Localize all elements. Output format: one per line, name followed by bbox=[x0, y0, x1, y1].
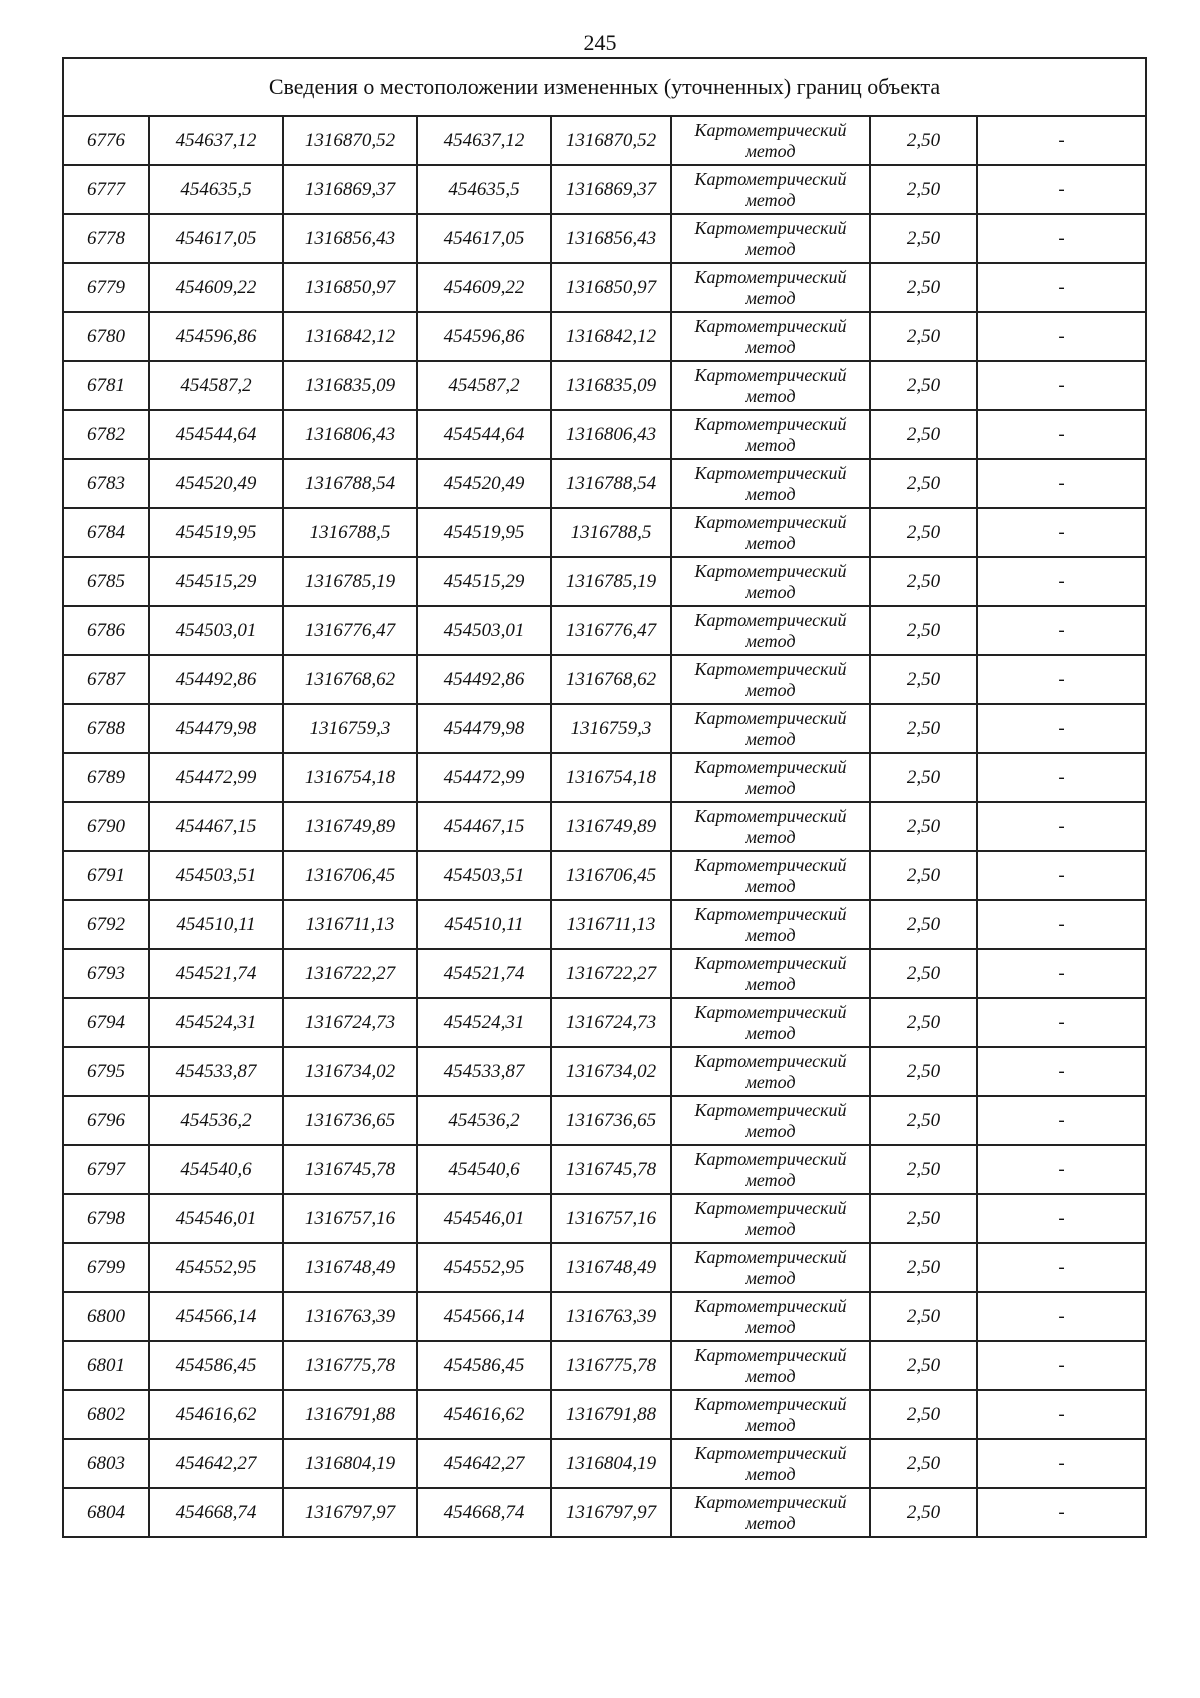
description-cell: - bbox=[977, 900, 1146, 949]
new-y-cell: 1316856,43 bbox=[551, 214, 671, 263]
old-x-cell: 454519,95 bbox=[149, 508, 283, 557]
old-x-cell: 454533,87 bbox=[149, 1047, 283, 1096]
point-number-cell: 6784 bbox=[63, 508, 149, 557]
old-x-cell: 454524,31 bbox=[149, 998, 283, 1047]
table-row bbox=[63, 606, 1146, 655]
old-y-cell: 1316775,78 bbox=[283, 1341, 417, 1390]
table-row bbox=[63, 998, 1146, 1047]
accuracy-cell: 2,50 bbox=[870, 214, 977, 263]
method-cell: Картометрический метод bbox=[671, 508, 870, 557]
table-row bbox=[63, 1390, 1146, 1439]
new-x-cell: 454472,99 bbox=[417, 753, 551, 802]
table-row bbox=[63, 459, 1146, 508]
new-y-cell: 1316806,43 bbox=[551, 410, 671, 459]
old-x-cell: 454510,11 bbox=[149, 900, 283, 949]
accuracy-cell: 2,50 bbox=[870, 1292, 977, 1341]
old-x-cell: 454536,2 bbox=[149, 1096, 283, 1145]
method-cell: Картометрический метод bbox=[671, 263, 870, 312]
description-cell: - bbox=[977, 704, 1146, 753]
table-row bbox=[63, 1488, 1146, 1537]
new-x-cell: 454519,95 bbox=[417, 508, 551, 557]
table-row bbox=[63, 1439, 1146, 1488]
table-row bbox=[63, 165, 1146, 214]
new-y-cell: 1316842,12 bbox=[551, 312, 671, 361]
old-y-cell: 1316869,37 bbox=[283, 165, 417, 214]
method-cell: Картометрический метод bbox=[671, 361, 870, 410]
accuracy-cell: 2,50 bbox=[870, 1243, 977, 1292]
new-y-cell: 1316870,52 bbox=[551, 116, 671, 165]
old-y-cell: 1316788,5 bbox=[283, 508, 417, 557]
old-y-cell: 1316842,12 bbox=[283, 312, 417, 361]
old-x-cell: 454520,49 bbox=[149, 459, 283, 508]
new-x-cell: 454642,27 bbox=[417, 1439, 551, 1488]
old-x-cell: 454503,01 bbox=[149, 606, 283, 655]
point-number-cell: 6785 bbox=[63, 557, 149, 606]
accuracy-cell: 2,50 bbox=[870, 312, 977, 361]
method-cell: Картометрический метод bbox=[671, 1439, 870, 1488]
new-x-cell: 454552,95 bbox=[417, 1243, 551, 1292]
old-x-cell: 454635,5 bbox=[149, 165, 283, 214]
new-x-cell: 454596,86 bbox=[417, 312, 551, 361]
point-number-cell: 6798 bbox=[63, 1194, 149, 1243]
accuracy-cell: 2,50 bbox=[870, 459, 977, 508]
accuracy-cell: 2,50 bbox=[870, 851, 977, 900]
point-number-cell: 6776 bbox=[63, 116, 149, 165]
old-y-cell: 1316757,16 bbox=[283, 1194, 417, 1243]
description-cell: - bbox=[977, 459, 1146, 508]
accuracy-cell: 2,50 bbox=[870, 802, 977, 851]
new-y-cell: 1316788,5 bbox=[551, 508, 671, 557]
point-number-cell: 6788 bbox=[63, 704, 149, 753]
new-x-cell: 454521,74 bbox=[417, 949, 551, 998]
old-x-cell: 454596,86 bbox=[149, 312, 283, 361]
new-x-cell: 454492,86 bbox=[417, 655, 551, 704]
table-row bbox=[63, 263, 1146, 312]
description-cell: - bbox=[977, 1096, 1146, 1145]
new-y-cell: 1316754,18 bbox=[551, 753, 671, 802]
accuracy-cell: 2,50 bbox=[870, 410, 977, 459]
old-y-cell: 1316835,09 bbox=[283, 361, 417, 410]
coordinates-table bbox=[62, 57, 1147, 1538]
new-y-cell: 1316791,88 bbox=[551, 1390, 671, 1439]
old-x-cell: 454472,99 bbox=[149, 753, 283, 802]
description-cell: - bbox=[977, 165, 1146, 214]
old-x-cell: 454544,64 bbox=[149, 410, 283, 459]
table-row bbox=[63, 1341, 1146, 1390]
table-row bbox=[63, 1145, 1146, 1194]
old-y-cell: 1316768,62 bbox=[283, 655, 417, 704]
old-x-cell: 454521,74 bbox=[149, 949, 283, 998]
accuracy-cell: 2,50 bbox=[870, 508, 977, 557]
old-y-cell: 1316734,02 bbox=[283, 1047, 417, 1096]
new-y-cell: 1316850,97 bbox=[551, 263, 671, 312]
method-cell: Картометрический метод bbox=[671, 1488, 870, 1537]
method-cell: Картометрический метод bbox=[671, 116, 870, 165]
accuracy-cell: 2,50 bbox=[870, 116, 977, 165]
old-x-cell: 454637,12 bbox=[149, 116, 283, 165]
accuracy-cell: 2,50 bbox=[870, 1341, 977, 1390]
method-cell: Картометрический метод bbox=[671, 214, 870, 263]
description-cell: - bbox=[977, 1145, 1146, 1194]
new-x-cell: 454617,05 bbox=[417, 214, 551, 263]
description-cell: - bbox=[977, 312, 1146, 361]
method-cell: Картометрический метод bbox=[671, 312, 870, 361]
new-y-cell: 1316759,3 bbox=[551, 704, 671, 753]
method-cell: Картометрический метод bbox=[671, 704, 870, 753]
accuracy-cell: 2,50 bbox=[870, 557, 977, 606]
old-x-cell: 454540,6 bbox=[149, 1145, 283, 1194]
description-cell: - bbox=[977, 214, 1146, 263]
table-row bbox=[63, 361, 1146, 410]
description-cell: - bbox=[977, 1341, 1146, 1390]
old-y-cell: 1316850,97 bbox=[283, 263, 417, 312]
new-y-cell: 1316734,02 bbox=[551, 1047, 671, 1096]
old-y-cell: 1316776,47 bbox=[283, 606, 417, 655]
new-y-cell: 1316788,54 bbox=[551, 459, 671, 508]
accuracy-cell: 2,50 bbox=[870, 1047, 977, 1096]
method-cell: Картометрический метод bbox=[671, 998, 870, 1047]
description-cell: - bbox=[977, 802, 1146, 851]
old-x-cell: 454609,22 bbox=[149, 263, 283, 312]
point-number-cell: 6799 bbox=[63, 1243, 149, 1292]
point-number-cell: 6786 bbox=[63, 606, 149, 655]
new-y-cell: 1316797,97 bbox=[551, 1488, 671, 1537]
old-y-cell: 1316785,19 bbox=[283, 557, 417, 606]
new-x-cell: 454616,62 bbox=[417, 1390, 551, 1439]
point-number-cell: 6803 bbox=[63, 1439, 149, 1488]
description-cell: - bbox=[977, 753, 1146, 802]
new-x-cell: 454637,12 bbox=[417, 116, 551, 165]
new-y-cell: 1316804,19 bbox=[551, 1439, 671, 1488]
point-number-cell: 6792 bbox=[63, 900, 149, 949]
description-cell: - bbox=[977, 116, 1146, 165]
new-y-cell: 1316776,47 bbox=[551, 606, 671, 655]
old-y-cell: 1316745,78 bbox=[283, 1145, 417, 1194]
new-x-cell: 454587,2 bbox=[417, 361, 551, 410]
page-number: 245 bbox=[583, 30, 617, 55]
old-x-cell: 454503,51 bbox=[149, 851, 283, 900]
new-y-cell: 1316745,78 bbox=[551, 1145, 671, 1194]
accuracy-cell: 2,50 bbox=[870, 998, 977, 1047]
old-y-cell: 1316749,89 bbox=[283, 802, 417, 851]
new-y-cell: 1316722,27 bbox=[551, 949, 671, 998]
description-cell: - bbox=[977, 1194, 1146, 1243]
old-y-cell: 1316724,73 bbox=[283, 998, 417, 1047]
table-row bbox=[63, 704, 1146, 753]
old-x-cell: 454492,86 bbox=[149, 655, 283, 704]
new-x-cell: 454635,5 bbox=[417, 165, 551, 214]
old-x-cell: 454546,01 bbox=[149, 1194, 283, 1243]
method-cell: Картометрический метод bbox=[671, 1096, 870, 1145]
method-cell: Картометрический метод bbox=[671, 410, 870, 459]
new-y-cell: 1316835,09 bbox=[551, 361, 671, 410]
table-row bbox=[63, 410, 1146, 459]
point-number-cell: 6787 bbox=[63, 655, 149, 704]
new-y-cell: 1316768,62 bbox=[551, 655, 671, 704]
method-cell: Картометрический метод bbox=[671, 1243, 870, 1292]
point-number-cell: 6791 bbox=[63, 851, 149, 900]
old-x-cell: 454586,45 bbox=[149, 1341, 283, 1390]
description-cell: - bbox=[977, 606, 1146, 655]
old-y-cell: 1316804,19 bbox=[283, 1439, 417, 1488]
accuracy-cell: 2,50 bbox=[870, 1145, 977, 1194]
description-cell: - bbox=[977, 1439, 1146, 1488]
old-x-cell: 454552,95 bbox=[149, 1243, 283, 1292]
old-x-cell: 454587,2 bbox=[149, 361, 283, 410]
new-y-cell: 1316748,49 bbox=[551, 1243, 671, 1292]
table-row bbox=[63, 1047, 1146, 1096]
description-cell: - bbox=[977, 851, 1146, 900]
method-cell: Картометрический метод bbox=[671, 1194, 870, 1243]
old-y-cell: 1316763,39 bbox=[283, 1292, 417, 1341]
description-cell: - bbox=[977, 949, 1146, 998]
new-x-cell: 454546,01 bbox=[417, 1194, 551, 1243]
old-y-cell: 1316759,3 bbox=[283, 704, 417, 753]
table-row bbox=[63, 900, 1146, 949]
method-cell: Картометрический метод bbox=[671, 1341, 870, 1390]
point-number-cell: 6794 bbox=[63, 998, 149, 1047]
description-cell: - bbox=[977, 508, 1146, 557]
new-x-cell: 454510,11 bbox=[417, 900, 551, 949]
accuracy-cell: 2,50 bbox=[870, 704, 977, 753]
new-x-cell: 454515,29 bbox=[417, 557, 551, 606]
old-y-cell: 1316856,43 bbox=[283, 214, 417, 263]
point-number-cell: 6783 bbox=[63, 459, 149, 508]
point-number-cell: 6804 bbox=[63, 1488, 149, 1537]
point-number-cell: 6779 bbox=[63, 263, 149, 312]
new-x-cell: 454566,14 bbox=[417, 1292, 551, 1341]
method-cell: Картометрический метод bbox=[671, 1390, 870, 1439]
new-x-cell: 454609,22 bbox=[417, 263, 551, 312]
new-x-cell: 454536,2 bbox=[417, 1096, 551, 1145]
point-number-cell: 6780 bbox=[63, 312, 149, 361]
new-y-cell: 1316775,78 bbox=[551, 1341, 671, 1390]
method-cell: Картометрический метод bbox=[671, 949, 870, 998]
method-cell: Картометрический метод bbox=[671, 753, 870, 802]
point-number-cell: 6797 bbox=[63, 1145, 149, 1194]
point-number-cell: 6800 bbox=[63, 1292, 149, 1341]
table-row bbox=[63, 116, 1146, 165]
method-cell: Картометрический метод bbox=[671, 459, 870, 508]
description-cell: - bbox=[977, 1243, 1146, 1292]
old-x-cell: 454668,74 bbox=[149, 1488, 283, 1537]
new-x-cell: 454540,6 bbox=[417, 1145, 551, 1194]
old-x-cell: 454467,15 bbox=[149, 802, 283, 851]
new-x-cell: 454520,49 bbox=[417, 459, 551, 508]
new-x-cell: 454586,45 bbox=[417, 1341, 551, 1390]
method-cell: Картометрический метод bbox=[671, 851, 870, 900]
description-cell: - bbox=[977, 410, 1146, 459]
method-cell: Картометрический метод bbox=[671, 1145, 870, 1194]
old-y-cell: 1316736,65 bbox=[283, 1096, 417, 1145]
old-x-cell: 454515,29 bbox=[149, 557, 283, 606]
table-row bbox=[63, 557, 1146, 606]
table-row bbox=[63, 214, 1146, 263]
description-cell: - bbox=[977, 655, 1146, 704]
new-y-cell: 1316724,73 bbox=[551, 998, 671, 1047]
old-x-cell: 454617,05 bbox=[149, 214, 283, 263]
method-cell: Картометрический метод bbox=[671, 1292, 870, 1341]
accuracy-cell: 2,50 bbox=[870, 949, 977, 998]
accuracy-cell: 2,50 bbox=[870, 1194, 977, 1243]
accuracy-cell: 2,50 bbox=[870, 1439, 977, 1488]
table-row bbox=[63, 1194, 1146, 1243]
new-y-cell: 1316706,45 bbox=[551, 851, 671, 900]
old-y-cell: 1316788,54 bbox=[283, 459, 417, 508]
point-number-cell: 6789 bbox=[63, 753, 149, 802]
old-x-cell: 454479,98 bbox=[149, 704, 283, 753]
point-number-cell: 6793 bbox=[63, 949, 149, 998]
old-y-cell: 1316754,18 bbox=[283, 753, 417, 802]
old-y-cell: 1316711,13 bbox=[283, 900, 417, 949]
old-x-cell: 454566,14 bbox=[149, 1292, 283, 1341]
table-row bbox=[63, 1292, 1146, 1341]
point-number-cell: 6796 bbox=[63, 1096, 149, 1145]
table-row bbox=[63, 508, 1146, 557]
accuracy-cell: 2,50 bbox=[870, 165, 977, 214]
new-x-cell: 454544,64 bbox=[417, 410, 551, 459]
description-cell: - bbox=[977, 998, 1146, 1047]
accuracy-cell: 2,50 bbox=[870, 606, 977, 655]
point-number-cell: 6782 bbox=[63, 410, 149, 459]
table-row bbox=[63, 1243, 1146, 1292]
description-cell: - bbox=[977, 1292, 1146, 1341]
old-x-cell: 454616,62 bbox=[149, 1390, 283, 1439]
new-y-cell: 1316711,13 bbox=[551, 900, 671, 949]
new-x-cell: 454524,31 bbox=[417, 998, 551, 1047]
point-number-cell: 6781 bbox=[63, 361, 149, 410]
point-number-cell: 6777 bbox=[63, 165, 149, 214]
table-title-row bbox=[63, 58, 1146, 116]
method-cell: Картометрический метод bbox=[671, 606, 870, 655]
accuracy-cell: 2,50 bbox=[870, 263, 977, 312]
table-title: Сведения о местоположении измененных (уточненных) границ объекта bbox=[63, 58, 1146, 116]
new-x-cell: 454533,87 bbox=[417, 1047, 551, 1096]
old-y-cell: 1316870,52 bbox=[283, 116, 417, 165]
new-x-cell: 454467,15 bbox=[417, 802, 551, 851]
new-y-cell: 1316749,89 bbox=[551, 802, 671, 851]
description-cell: - bbox=[977, 1390, 1146, 1439]
accuracy-cell: 2,50 bbox=[870, 361, 977, 410]
method-cell: Картометрический метод bbox=[671, 900, 870, 949]
point-number-cell: 6795 bbox=[63, 1047, 149, 1096]
old-y-cell: 1316748,49 bbox=[283, 1243, 417, 1292]
description-cell: - bbox=[977, 361, 1146, 410]
table-row bbox=[63, 851, 1146, 900]
method-cell: Картометрический метод bbox=[671, 802, 870, 851]
table-row bbox=[63, 802, 1146, 851]
description-cell: - bbox=[977, 1047, 1146, 1096]
new-y-cell: 1316757,16 bbox=[551, 1194, 671, 1243]
new-y-cell: 1316869,37 bbox=[551, 165, 671, 214]
table-row bbox=[63, 949, 1146, 998]
old-x-cell: 454642,27 bbox=[149, 1439, 283, 1488]
new-x-cell: 454503,51 bbox=[417, 851, 551, 900]
table-row bbox=[63, 312, 1146, 361]
new-x-cell: 454503,01 bbox=[417, 606, 551, 655]
table-row bbox=[63, 1096, 1146, 1145]
description-cell: - bbox=[977, 557, 1146, 606]
point-number-cell: 6790 bbox=[63, 802, 149, 851]
method-cell: Картометрический метод bbox=[671, 655, 870, 704]
old-y-cell: 1316722,27 bbox=[283, 949, 417, 998]
accuracy-cell: 2,50 bbox=[870, 1096, 977, 1145]
old-y-cell: 1316791,88 bbox=[283, 1390, 417, 1439]
table-row bbox=[63, 753, 1146, 802]
description-cell: - bbox=[977, 263, 1146, 312]
point-number-cell: 6801 bbox=[63, 1341, 149, 1390]
old-y-cell: 1316797,97 bbox=[283, 1488, 417, 1537]
accuracy-cell: 2,50 bbox=[870, 753, 977, 802]
new-x-cell: 454479,98 bbox=[417, 704, 551, 753]
accuracy-cell: 2,50 bbox=[870, 1488, 977, 1537]
method-cell: Картометрический метод bbox=[671, 1047, 870, 1096]
point-number-cell: 6778 bbox=[63, 214, 149, 263]
accuracy-cell: 2,50 bbox=[870, 900, 977, 949]
table-row bbox=[63, 655, 1146, 704]
method-cell: Картометрический метод bbox=[671, 165, 870, 214]
new-y-cell: 1316785,19 bbox=[551, 557, 671, 606]
accuracy-cell: 2,50 bbox=[870, 655, 977, 704]
point-number-cell: 6802 bbox=[63, 1390, 149, 1439]
accuracy-cell: 2,50 bbox=[870, 1390, 977, 1439]
new-x-cell: 454668,74 bbox=[417, 1488, 551, 1537]
old-y-cell: 1316806,43 bbox=[283, 410, 417, 459]
new-y-cell: 1316736,65 bbox=[551, 1096, 671, 1145]
old-y-cell: 1316706,45 bbox=[283, 851, 417, 900]
description-cell: - bbox=[977, 1488, 1146, 1537]
method-cell: Картометрический метод bbox=[671, 557, 870, 606]
new-y-cell: 1316763,39 bbox=[551, 1292, 671, 1341]
